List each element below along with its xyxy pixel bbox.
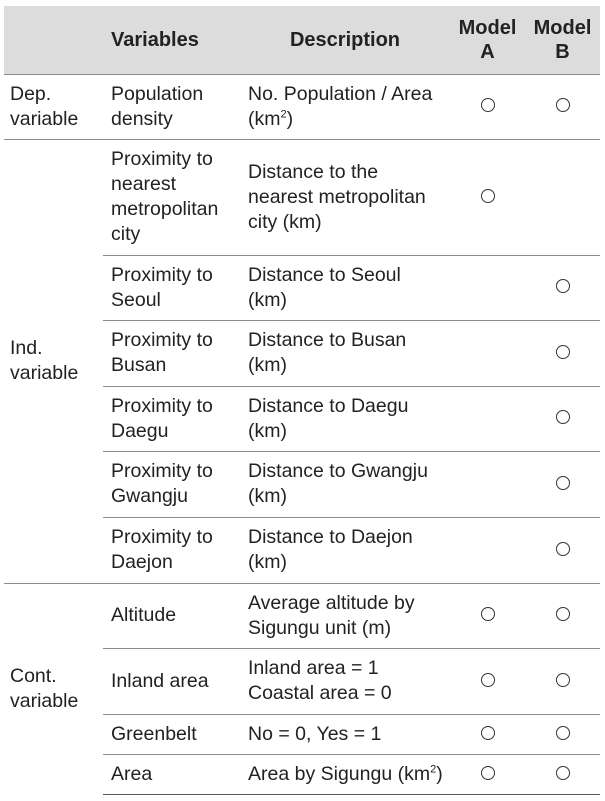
description-cell: No = 0, Yes = 1: [240, 714, 450, 754]
description-cell: Distance to Daejon (km): [240, 517, 450, 583]
model-a-mark: [450, 754, 525, 794]
model-a-mark: [450, 255, 525, 320]
model-b-mark: [525, 754, 600, 794]
circle-mark-icon: [556, 766, 570, 780]
header-model-b: Model B: [533, 16, 592, 63]
description-cell: Average altitude by Sigungu unit (m): [240, 583, 450, 648]
circle-mark-icon: [481, 607, 495, 621]
variable-cell: Proximity to Daejon: [103, 517, 240, 583]
variable-cell: Area: [103, 754, 240, 794]
group-label-cont: Cont. variable: [4, 583, 103, 794]
description-cell: Distance to the nearest metropolitan city (km): [240, 139, 450, 255]
variable-cell: Population density: [103, 74, 240, 139]
description-cell: Distance to Daegu (km): [240, 386, 450, 451]
variable-cell: Proximity to Busan: [103, 320, 240, 386]
description-cell: Inland area = 1 Coastal area = 0: [240, 648, 450, 714]
variable-cell: Altitude: [103, 583, 240, 648]
circle-mark-icon: [481, 673, 495, 687]
header-group: [4, 6, 103, 74]
model-b-mark: [525, 386, 600, 451]
description-cell: No. Population / Area $(km^2)$: [240, 74, 450, 139]
model-b-mark: [525, 255, 600, 320]
header-model-a: Model A: [458, 16, 517, 63]
circle-mark-icon: [556, 98, 570, 112]
variable-cell: Proximity to nearest metropolitan city: [103, 139, 240, 255]
description-cell: Area by Sigungu $(km^2)$: [240, 754, 450, 794]
variable-cell: Proximity to Seoul: [103, 255, 240, 320]
circle-mark-icon: [481, 726, 495, 740]
header-variables: Variables: [111, 28, 199, 51]
circle-mark-icon: [481, 189, 495, 203]
model-a-mark: [450, 139, 525, 255]
description-cell: Distance to Busan (km): [240, 320, 450, 386]
circle-mark-icon: [556, 542, 570, 556]
header-description: Description: [289, 28, 401, 51]
model-b-mark: [525, 139, 600, 255]
model-b-mark: [525, 74, 600, 139]
header-row: [4, 6, 600, 74]
description-cell: Distance to Seoul (km): [240, 255, 450, 320]
model-a-mark: [450, 714, 525, 754]
model-a-mark: [450, 74, 525, 139]
circle-mark-icon: [556, 345, 570, 359]
description-cell: Distance to Gwangju (km): [240, 451, 450, 517]
model-b-mark: [525, 451, 600, 517]
model-b-mark: [525, 583, 600, 648]
circle-mark-icon: [556, 726, 570, 740]
circle-mark-icon: [556, 673, 570, 687]
table-row: [4, 74, 600, 139]
circle-mark-icon: [556, 279, 570, 293]
model-a-mark: [450, 583, 525, 648]
model-b-mark: [525, 714, 600, 754]
variable-cell: Proximity to Daegu: [103, 386, 240, 451]
model-a-mark: [450, 451, 525, 517]
variables-table: [4, 6, 600, 795]
variable-cell: Greenbelt: [103, 714, 240, 754]
group-label-dep: Dep. variable: [4, 74, 103, 139]
model-a-mark: [450, 648, 525, 714]
model-b-mark: [525, 648, 600, 714]
model-b-mark: [525, 320, 600, 386]
circle-mark-icon: [556, 410, 570, 424]
model-b-mark: [525, 517, 600, 583]
variable-cell: Inland area: [103, 648, 240, 714]
model-a-mark: [450, 320, 525, 386]
table-row: [4, 583, 600, 648]
variable-cell: Proximity to Gwangju: [103, 451, 240, 517]
circle-mark-icon: [481, 766, 495, 780]
circle-mark-icon: [481, 98, 495, 112]
circle-mark-icon: [556, 476, 570, 490]
table-row: [4, 139, 600, 255]
group-label-ind: Ind. variable: [4, 139, 103, 583]
model-a-mark: [450, 386, 525, 451]
model-a-mark: [450, 517, 525, 583]
circle-mark-icon: [556, 607, 570, 621]
